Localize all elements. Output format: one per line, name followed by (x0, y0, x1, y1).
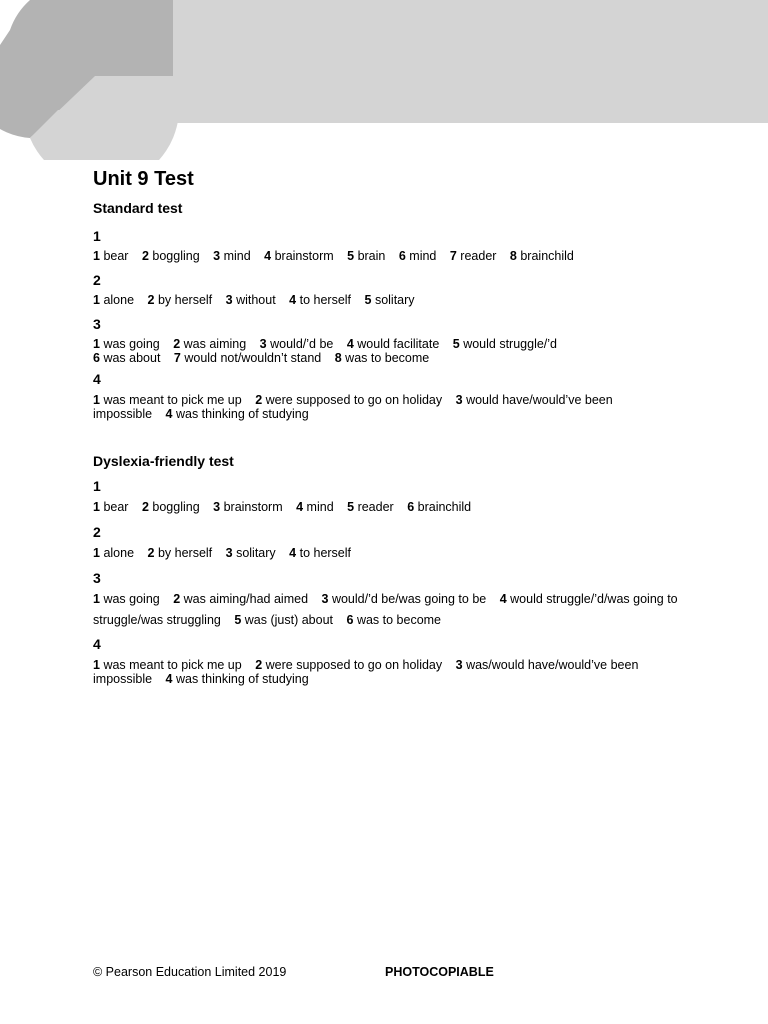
answer-item: 3 mind (213, 249, 251, 263)
answer-item: 1 alone (93, 546, 135, 560)
answer-item: 5 was (just) about (234, 613, 334, 627)
document-content (93, 166, 733, 686)
answer-item: 3 was/would have/would’ve been impossible (93, 658, 639, 686)
answer-item: 2 was aiming (173, 337, 247, 351)
answer-item: 4 would struggle/’d/was going to struggle/was struggling (93, 592, 678, 627)
answer-item: 4 would facilitate (346, 337, 440, 351)
question-number: 4 (93, 371, 101, 387)
answer-item: 4 brainstorm (264, 249, 334, 263)
answer-item: 2 boggling (141, 500, 200, 514)
answer-list (93, 546, 733, 560)
answer-item: 1 was going (93, 337, 160, 351)
answer-list (93, 393, 653, 421)
answer-item: 5 would struggle/’d (452, 337, 558, 351)
copyright-text: © Pearson Education Limited 2019 (93, 965, 287, 979)
question-number: 2 (93, 524, 101, 540)
answer-item: 4 was thinking of studying (165, 672, 309, 686)
question-number: 4 (93, 636, 101, 652)
answer-item: 6 was about (93, 351, 161, 365)
question-number: 1 (93, 228, 101, 244)
answer-item: 2 was aiming/had aimed (173, 592, 309, 606)
section-standard (93, 198, 733, 421)
answer-item: 6 mind (398, 249, 437, 263)
answer-item: 4 to herself (289, 293, 352, 307)
header-bar (173, 0, 768, 123)
answer-item: 5 solitary (364, 293, 415, 307)
section-title: Standard test (93, 200, 183, 216)
answer-list (93, 658, 653, 686)
header-banner (0, 0, 768, 160)
answer-item: 8 was to become (334, 351, 430, 365)
answer-item: 2 by herself (147, 293, 213, 307)
question-number: 2 (93, 272, 101, 288)
answer-list (93, 293, 733, 307)
answer-item: 6 brainchild (407, 500, 472, 514)
answer-list (93, 337, 733, 365)
answer-item: 6 was to become (346, 613, 442, 627)
question-number: 3 (93, 570, 101, 586)
answer-item: 8 brainchild (509, 249, 574, 263)
answer-item: 3 would/’d be (259, 337, 334, 351)
answer-item: 2 were supposed to go on holiday (255, 658, 443, 672)
answer-item: 2 by herself (147, 546, 213, 560)
question-number: 3 (93, 316, 101, 332)
pearson-g-logo-icon (0, 0, 179, 160)
page-footer (93, 965, 733, 979)
answer-item: 3 would/’d be/was going to be (321, 592, 487, 606)
answer-item: 3 without (225, 293, 276, 307)
answer-item: 3 brainstorm (213, 500, 283, 514)
answer-item: 1 alone (93, 293, 135, 307)
photocopiable-label: PHOTOCOPIABLE (385, 965, 494, 979)
answer-item: 1 was meant to pick me up (93, 658, 242, 672)
answer-list (93, 249, 733, 263)
answer-item: 7 would not/wouldn’t stand (173, 351, 322, 365)
answer-item: 4 mind (296, 500, 334, 514)
page-title: Unit 9 Test (93, 168, 194, 190)
answer-list (93, 589, 693, 631)
answer-item: 5 brain (347, 249, 386, 263)
answer-item: 1 was going (93, 592, 160, 606)
answer-item: 7 reader (449, 249, 497, 263)
answer-item: 2 were supposed to go on holiday (255, 393, 443, 407)
answer-item: 1 bear (93, 500, 129, 514)
answer-item: 3 would have/would’ve been impossible (93, 393, 613, 421)
question-number: 1 (93, 478, 101, 494)
answer-item: 4 was thinking of studying (165, 407, 309, 421)
answer-list (93, 500, 733, 514)
answer-item: 1 was meant to pick me up (93, 393, 242, 407)
answer-item: 2 boggling (141, 249, 200, 263)
answer-item: 4 to herself (289, 546, 352, 560)
section-title: Dyslexia-friendly test (93, 453, 234, 469)
section-dyslexia-friendly (93, 451, 733, 686)
answer-item: 1 bear (93, 249, 129, 263)
answer-item: 5 reader (347, 500, 394, 514)
answer-item: 3 solitary (225, 546, 276, 560)
